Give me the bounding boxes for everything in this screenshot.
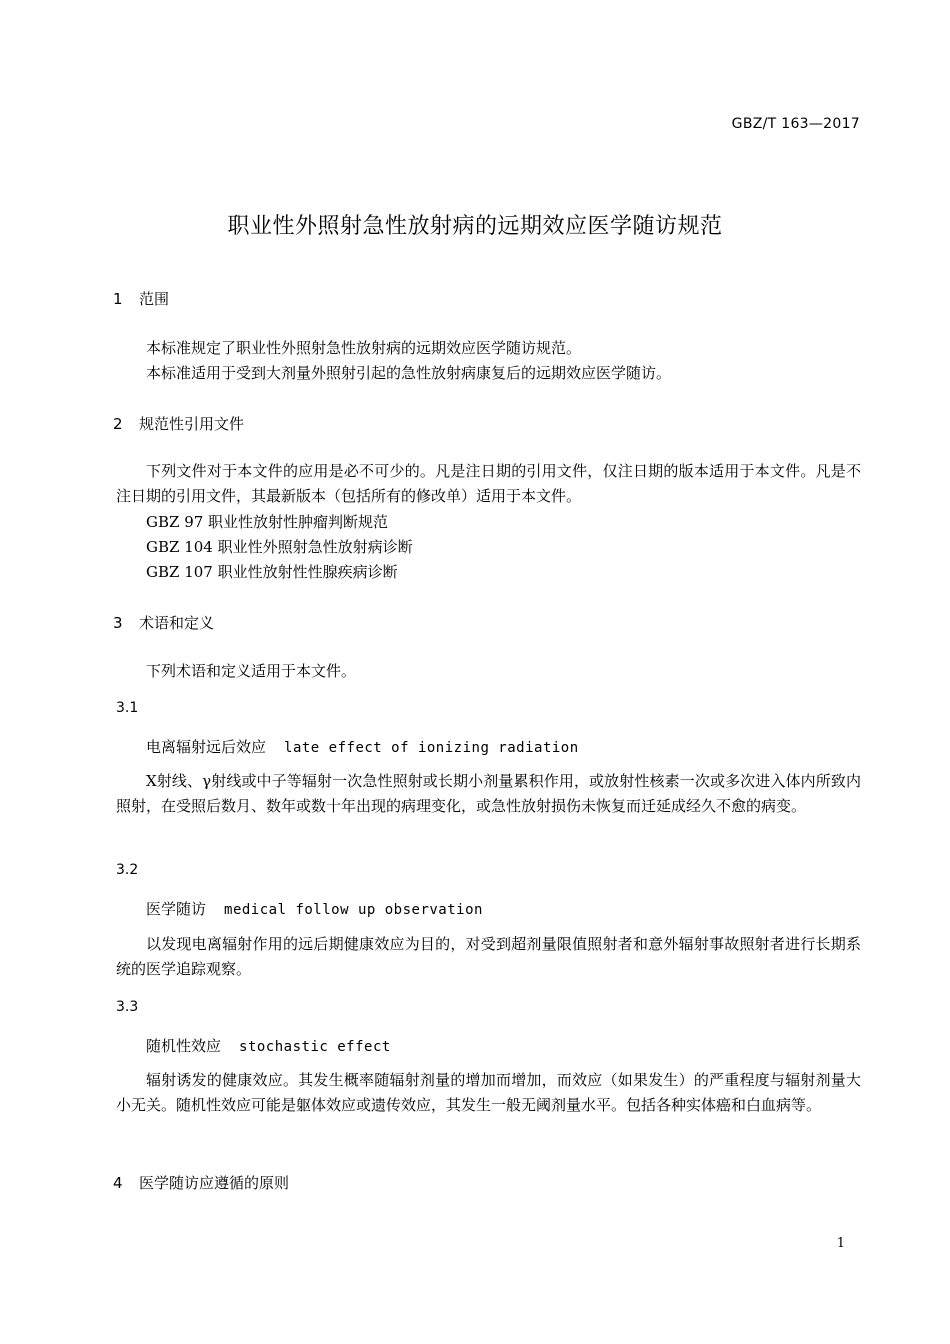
term-definition (116, 769, 861, 819)
term-number: 3.2 (116, 862, 139, 878)
section-number: 3 (113, 614, 123, 632)
reference-item: GBZ 107 职业性放射性性腺疾病诊断 (146, 563, 398, 581)
term-en: late effect of ionizing radiation (284, 740, 579, 756)
term-heading (146, 736, 579, 757)
section-title: 范围 (139, 290, 170, 308)
term-heading (146, 1035, 391, 1056)
section-2-body (116, 459, 861, 509)
section-1-body (116, 336, 861, 386)
term-en: stochastic effect (239, 1039, 391, 1055)
paragraph: 辐射诱发的健康效应。其发生概率随辐射剂量的增加而增加，而效应（如果发生）的严重程度与辐射剂量大小无关。随机性效应可能是躯体效应或遗传效应，其发生一般无阈剂量水平。包括各种实体癌和白血病等。 (116, 1071, 861, 1114)
section-3-heading (113, 612, 214, 633)
paragraph: 本标准适用于受到大剂量外照射引起的急性放射病康复后的远期效应医学随访。 (146, 364, 672, 382)
page-number: 1 (836, 1236, 845, 1251)
term-zh: 随机性效应 (146, 1037, 222, 1055)
term-number: 3.3 (116, 999, 139, 1015)
standard-code: GBZ/T 163—2017 (731, 116, 860, 132)
paragraph: 本标准规定了职业性外照射急性放射病的远期效应医学随访规范。 (146, 339, 582, 357)
section-title: 医学随访应遵循的原则 (139, 1174, 290, 1192)
term-zh: 电离辐射远后效应 (146, 738, 267, 756)
section-number: 4 (113, 1174, 123, 1192)
section-1-heading (113, 288, 169, 309)
term-heading (146, 898, 483, 919)
section-number: 1 (113, 290, 123, 308)
term-number: 3.1 (116, 700, 139, 716)
section-4-heading (113, 1172, 289, 1193)
term-definition (116, 932, 861, 982)
paragraph: X射线、γ射线或中子等辐射一次急性照射或长期小剂量累积作用，或放射性核素一次或多次进入体内所致内照射，在受照后数月、数年或数十年出现的病理变化，或急性放射损伤未恢复而迁延成经久不愈的病变。 (116, 772, 861, 815)
section-title: 规范性引用文件 (139, 415, 245, 433)
reference-item: GBZ 97 职业性放射性肿瘤判断规范 (146, 513, 389, 531)
section-number: 2 (113, 415, 123, 433)
paragraph: 下列文件对于本文件的应用是必不可少的。凡是注日期的引用文件，仅注日期的版本适用于本文件。凡是不注日期的引用文件，其最新版本（包括所有的修改单）适用于本文件。 (116, 462, 861, 505)
term-en: medical follow up observation (224, 902, 483, 918)
document-title: 职业性外照射急性放射病的远期效应医学随访规范 (227, 214, 723, 239)
paragraph: 以发现电离辐射作用的远后期健康效应为目的，对受到超剂量限值照射者和意外辐射事故照射者进行长期系统的医学追踪观察。 (116, 935, 861, 978)
reference-item: GBZ 104 职业性外照射急性放射病诊断 (146, 538, 413, 556)
section-2-heading (113, 413, 244, 434)
term-definition (116, 1068, 861, 1118)
section-3-intro: 下列术语和定义适用于本文件。 (146, 662, 357, 680)
term-zh: 医学随访 (146, 900, 207, 918)
section-title: 术语和定义 (139, 614, 215, 632)
